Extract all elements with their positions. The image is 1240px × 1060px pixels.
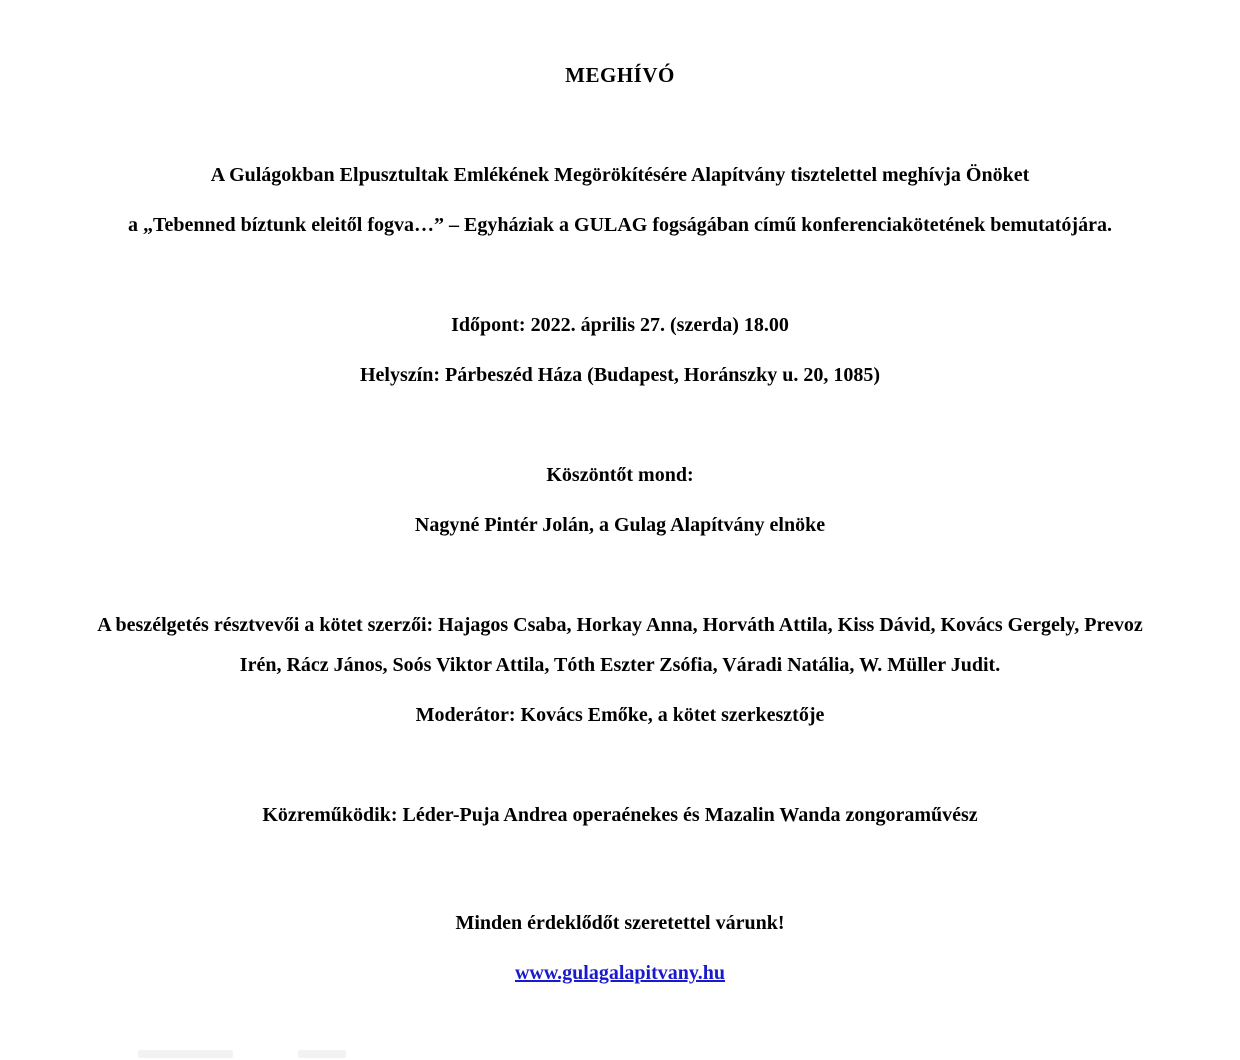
participants-line: A beszélgetés résztvevői a kötet szerzői: Hajagos Csaba, Horkay Anna, Horváth Attila, Kiss Dávid, Kovács Gergely, Prevoz Irén, Rácz János, Soós Viktor Attila, Tóth Eszter Zsófia, Váradi Natália, W. Müller Judit. <box>97 614 1143 676</box>
blank-line <box>84 555 1156 605</box>
website-link[interactable]: www.gulagalapitvany.hu <box>514 962 726 984</box>
blank-line <box>84 105 1156 155</box>
datetime-line: Időpont: 2022. április 27. (szerda) 18.00 <box>451 314 789 336</box>
event-title-line: a „Tebenned bíztunk eleitől fogva…” – Egyháziak a GULAG fogságában című konferenciakötetének bemutatójára. <box>128 214 1112 236</box>
blank-line <box>84 845 1156 903</box>
moderator-line: Moderátor: Kovács Emőke, a kötet szerkesztője <box>415 704 825 726</box>
closing-line: Minden érdeklődőt szeretettel várunk! <box>455 912 785 934</box>
host-line: A Gulágokban Elpusztultak Emlékének Megörökítésére Alapítvány tisztelettel meghívja Önöket <box>210 164 1030 186</box>
performers-line: Közreműködik: Léder-Puja Andrea operaénekes és Mazalin Wanda zongoraművész <box>262 804 978 826</box>
greeting-heading: Köszöntőt mond: <box>546 464 694 486</box>
blank-line <box>84 745 1156 795</box>
venue-line: Helyszín: Párbeszéd Háza (Budapest, Horánszky u. 20, 1085) <box>360 364 880 386</box>
blank-line <box>84 255 1156 305</box>
greeting-speaker: Nagyné Pintér Jolán, a Gulag Alapítvány elnöke <box>414 514 826 536</box>
page-edge-artifact <box>138 1050 233 1058</box>
page-edge-artifact <box>298 1050 346 1058</box>
document-title: MEGHÍVÓ <box>565 63 675 87</box>
blank-line <box>84 405 1156 455</box>
